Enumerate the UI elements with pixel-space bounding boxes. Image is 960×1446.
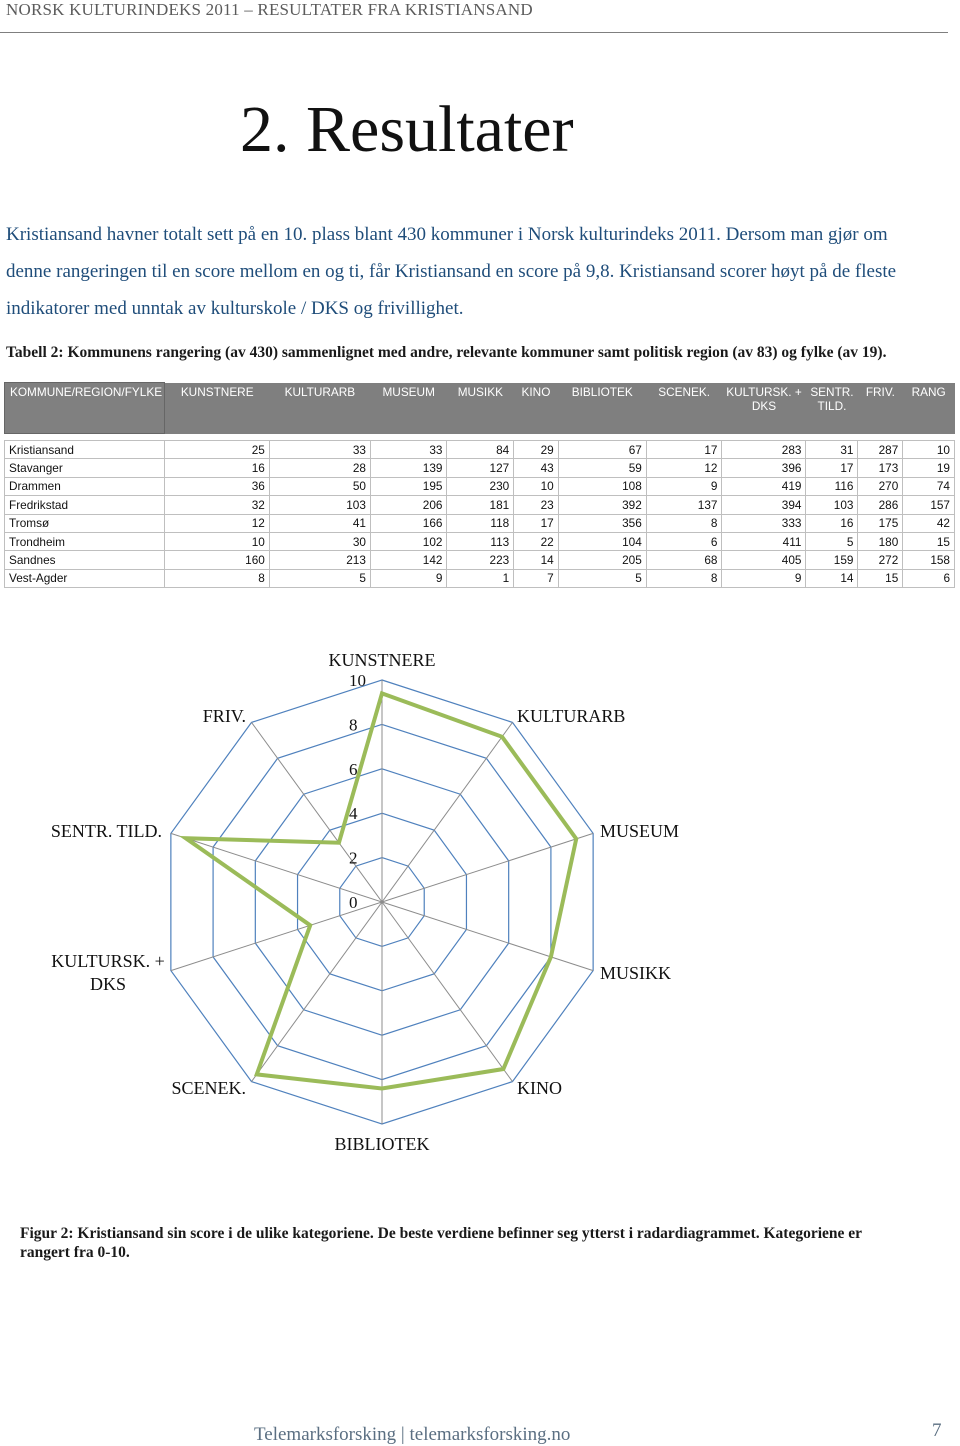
radar-axis-label: FRIV. — [202, 706, 246, 726]
table-cell: 50 — [269, 477, 370, 495]
table-header-row — [5, 383, 955, 434]
radar-axis-label: MUSEUM — [600, 821, 680, 841]
table-cell: 10 — [165, 532, 270, 550]
table-cell: 104 — [558, 532, 646, 550]
table-cell: 103 — [269, 496, 370, 514]
radar-chart — [0, 630, 960, 1220]
col-header-bibliotek: BIBLIOTEK — [558, 383, 646, 434]
table-cell: 19 — [903, 459, 955, 477]
table-cell: 173 — [858, 459, 903, 477]
table-cell: 7 — [514, 569, 559, 587]
table-cell: 30 — [269, 532, 370, 550]
table-cell: 356 — [558, 514, 646, 532]
table-cell: 23 — [514, 496, 559, 514]
table-cell: 206 — [370, 496, 447, 514]
row-label: Drammen — [5, 477, 165, 495]
table-cell: 74 — [903, 477, 955, 495]
table-cell: 195 — [370, 477, 447, 495]
table-cell: 392 — [558, 496, 646, 514]
col-header-kulturarb: KULTURARB — [269, 383, 370, 434]
table-cell: 33 — [269, 441, 370, 459]
col-header-scenek: SCENEK. — [646, 383, 722, 434]
table-cell: 8 — [165, 569, 270, 587]
table-cell: 84 — [447, 441, 514, 459]
table-cell: 59 — [558, 459, 646, 477]
row-label: Stavanger — [5, 459, 165, 477]
table-cell: 43 — [514, 459, 559, 477]
table-cell: 9 — [370, 569, 447, 587]
table-cell: 286 — [858, 496, 903, 514]
figure-caption: Figur 2: Kristiansand sin score i de ulike kategoriene. De beste verdiene befinner seg ytterst i radardiagrammet. Kategoriene er rangert fra 0-10. — [20, 1225, 862, 1261]
ranking-table — [4, 382, 955, 588]
radar-tick-label: 4 — [349, 804, 358, 824]
table-row — [5, 569, 955, 587]
radar-spoke — [171, 833, 382, 902]
table-cell: 12 — [165, 514, 270, 532]
table-cell: 29 — [514, 441, 559, 459]
table-cell: 411 — [722, 532, 806, 550]
row-label: Vest-Agder — [5, 569, 165, 587]
table-cell: 142 — [370, 551, 447, 569]
table-cell: 25 — [165, 441, 270, 459]
table-cell: 9 — [646, 477, 722, 495]
radar-axis-label: KULTURSK. + DKS — [51, 951, 165, 994]
table-cell: 9 — [722, 569, 806, 587]
radar-axis-label: SCENEK. — [171, 1078, 246, 1098]
table-cell: 405 — [722, 551, 806, 569]
radar-axis-label: BIBLIOTEK — [334, 1134, 430, 1154]
table-cell: 10 — [514, 477, 559, 495]
table-cell: 287 — [858, 441, 903, 459]
table-cell: 31 — [806, 441, 858, 459]
col-header-musikk: MUSIKK — [447, 383, 514, 434]
table-row — [5, 496, 955, 514]
table-cell: 333 — [722, 514, 806, 532]
table-cell: 14 — [514, 551, 559, 569]
table-cell: 166 — [370, 514, 447, 532]
table-cell: 272 — [858, 551, 903, 569]
table-caption: Tabell 2: Kommunens rangering (av 430) sammenlignet med andre, relevante kommuner samt politisk region (av 83) og fylke (av 19). — [6, 344, 887, 361]
table-cell: 16 — [806, 514, 858, 532]
table-cell: 15 — [903, 532, 955, 550]
table-cell: 181 — [447, 496, 514, 514]
table-cell: 102 — [370, 532, 447, 550]
table-cell: 12 — [646, 459, 722, 477]
table-cell: 1 — [447, 569, 514, 587]
col-header-sentr-tild: SENTR. TILD. — [806, 383, 858, 434]
table-cell: 139 — [370, 459, 447, 477]
table-row — [5, 551, 955, 569]
radar-axis-label: KULTURARB — [517, 706, 626, 726]
radar-spoke — [252, 902, 382, 1082]
radar-spoke — [382, 902, 512, 1082]
table-cell: 32 — [165, 496, 270, 514]
section-heading: 2. Resultater — [240, 93, 574, 166]
intro-paragraph: Kristiansand havner totalt sett på en 10. plass blant 430 kommuner i Norsk kulturindeks 2011. Dersom man gjør om denne rangeringen til en score mellom en og ti, får Kristiansand en score på 9,8. Kristiansand scorer høyt på de fleste indikatorer med unntak av kulturskole / DKS og frivillighet. — [6, 224, 897, 319]
radar-axis-label: MUSIKK — [600, 963, 672, 983]
radar-axis-label: KUNSTNERE — [328, 650, 436, 670]
radar-axis-label: KINO — [517, 1078, 562, 1098]
col-header-friv: FRIV. — [858, 383, 903, 434]
radar-spoke — [252, 722, 382, 902]
radar-tick-label: 6 — [349, 759, 358, 779]
table-row — [5, 532, 955, 550]
radar-tick-label: 2 — [349, 848, 358, 868]
table-cell: 10 — [903, 441, 955, 459]
radar-axis-label: SENTR. TILD. — [50, 821, 162, 841]
table-cell: 419 — [722, 477, 806, 495]
col-header-kultursk-dks: KULTURSK. + DKS — [722, 383, 806, 434]
table-cell: 116 — [806, 477, 858, 495]
table-cell: 67 — [558, 441, 646, 459]
page-number: 7 — [932, 1420, 942, 1441]
col-header-museum: MUSEUM — [370, 383, 447, 434]
table-cell: 5 — [806, 532, 858, 550]
table-cell: 14 — [806, 569, 858, 587]
table-cell: 22 — [514, 532, 559, 550]
table-cell: 137 — [646, 496, 722, 514]
table-cell: 230 — [447, 477, 514, 495]
col-header-kino: KINO — [514, 383, 559, 434]
table-cell: 157 — [903, 496, 955, 514]
table-cell: 213 — [269, 551, 370, 569]
table-cell: 8 — [646, 514, 722, 532]
table-cell: 160 — [165, 551, 270, 569]
table-row — [5, 441, 955, 459]
radar-tick-label: 10 — [349, 671, 366, 690]
footer-text: Telemarksforsking | telemarksforsking.no — [254, 1424, 571, 1445]
table-cell: 205 — [558, 551, 646, 569]
table-cell: 394 — [722, 496, 806, 514]
table-cell: 159 — [806, 551, 858, 569]
radar-spoke — [171, 902, 382, 971]
table-cell: 270 — [858, 477, 903, 495]
row-label: Fredrikstad — [5, 496, 165, 514]
row-label: Kristiansand — [5, 441, 165, 459]
table-cell: 5 — [269, 569, 370, 587]
table-cell: 16 — [165, 459, 270, 477]
radar-series-line — [186, 693, 577, 1088]
table-cell: 28 — [269, 459, 370, 477]
col-header-kunstnere: KUNSTNERE — [165, 383, 270, 434]
table-cell: 108 — [558, 477, 646, 495]
table-cell: 283 — [722, 441, 806, 459]
table-cell: 223 — [447, 551, 514, 569]
table-cell: 113 — [447, 532, 514, 550]
table-cell: 175 — [858, 514, 903, 532]
table-cell: 8 — [646, 569, 722, 587]
table-cell: 180 — [858, 532, 903, 550]
table-cell: 6 — [646, 532, 722, 550]
table-cell: 103 — [806, 496, 858, 514]
row-label: Trondheim — [5, 532, 165, 550]
table-cell: 33 — [370, 441, 447, 459]
col-header-rang: RANG — [903, 383, 955, 434]
table-cell: 17 — [514, 514, 559, 532]
table-cell: 6 — [903, 569, 955, 587]
table-cell: 127 — [447, 459, 514, 477]
table-cell: 158 — [903, 551, 955, 569]
table-cell: 17 — [646, 441, 722, 459]
table-cell: 42 — [903, 514, 955, 532]
radar-tick-label: 8 — [349, 715, 358, 735]
radar-tick-label: 0 — [349, 893, 358, 912]
table-cell: 68 — [646, 551, 722, 569]
row-label: Tromsø — [5, 514, 165, 532]
col-header-kommune: KOMMUNE/REGION/FYLKE — [5, 383, 165, 434]
table-row — [5, 477, 955, 495]
table-cell: 17 — [806, 459, 858, 477]
radar-spoke — [382, 833, 593, 902]
running-header: NORSK KULTURINDEKS 2011 – RESULTATER FRA KRISTIANSAND — [6, 0, 533, 19]
table-cell: 396 — [722, 459, 806, 477]
row-label: Sandnes — [5, 551, 165, 569]
table-cell: 118 — [447, 514, 514, 532]
table-cell: 15 — [858, 569, 903, 587]
table-cell: 5 — [558, 569, 646, 587]
table-row — [5, 514, 955, 532]
table-row — [5, 459, 955, 477]
radar-spoke — [382, 722, 512, 902]
table-cell: 41 — [269, 514, 370, 532]
table-cell: 36 — [165, 477, 270, 495]
header-divider — [0, 32, 948, 33]
